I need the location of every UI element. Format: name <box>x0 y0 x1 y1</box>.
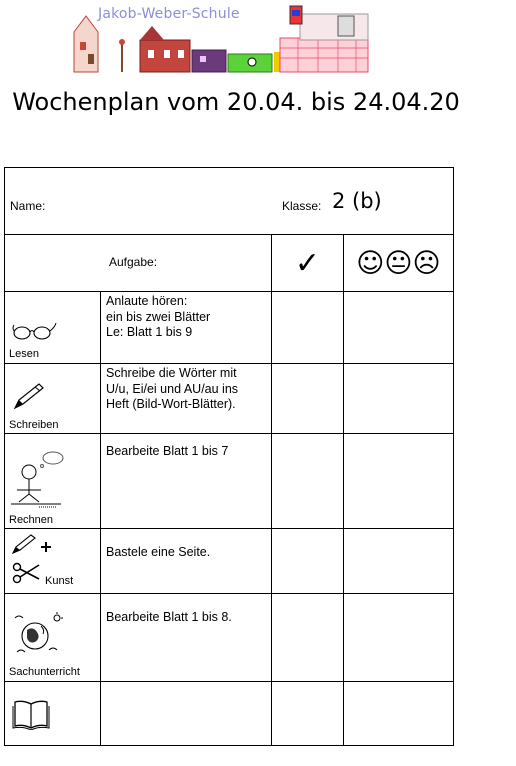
check-column-header <box>272 235 344 292</box>
table-row <box>5 594 454 682</box>
subject-label: Rechnen <box>9 514 54 526</box>
subject-label: Kunst <box>45 575 74 587</box>
rating-cell[interactable] <box>344 529 454 594</box>
task-cell <box>101 682 272 746</box>
globe-icon <box>13 612 63 658</box>
check-cell[interactable] <box>272 364 344 434</box>
school-name: Jakob-Weber-Schule <box>98 6 240 22</box>
check-cell[interactable] <box>272 594 344 682</box>
klasse-value: 2 (b) <box>332 189 382 213</box>
task-line: Bearbeite Blatt 1 bis 8. <box>106 610 232 624</box>
table-row <box>5 529 454 594</box>
aufgabe-header <box>5 235 272 292</box>
table-row <box>5 292 454 364</box>
task-line: U/u, Ei/ei und AU/au ins <box>106 381 239 396</box>
task-line: Bearbeite Blatt 1 bis 7 <box>106 444 229 458</box>
rating-cell[interactable] <box>344 682 454 746</box>
subject-label: Lesen <box>9 348 39 360</box>
table-row <box>5 364 454 434</box>
subject-label: Schreiben <box>9 419 59 431</box>
task-cell <box>101 529 272 594</box>
table-row <box>5 434 454 529</box>
task-line: Le: Blatt 1 bis 9 <box>106 325 193 339</box>
subject-label: Sachunterricht <box>9 666 80 678</box>
task-cell <box>101 292 272 364</box>
task-line: Bastele eine Seite. <box>106 545 211 559</box>
rating-cell[interactable] <box>344 364 454 434</box>
page-title: Wochenplan vom 20.04. bis 24.04.20 <box>12 88 460 116</box>
table-row <box>5 682 454 746</box>
thinking-figure-icon <box>11 450 67 510</box>
task-cell <box>101 434 272 529</box>
task-line: ein bis zwei Blätter <box>106 309 211 324</box>
task-line: Schreibe die Wörter mit <box>106 366 237 380</box>
subject-cell-book <box>5 682 101 746</box>
name-label: Name: <box>10 199 46 213</box>
klasse-label: Klasse: <box>282 199 322 213</box>
check-cell[interactable] <box>272 529 344 594</box>
rating-faces-icon: ☺😐☹ <box>356 247 441 279</box>
task-cell <box>101 594 272 682</box>
rating-cell[interactable] <box>344 292 454 364</box>
pencil-icon <box>11 382 47 412</box>
book-icon <box>11 698 51 730</box>
task-cell <box>101 364 272 434</box>
subject-cell-schreiben <box>5 364 101 434</box>
subject-cell-kunst <box>5 529 101 594</box>
check-cell[interactable] <box>272 682 344 746</box>
check-mark-icon: ✓ <box>294 246 321 280</box>
aufgabe-label: Aufgabe: <box>109 255 158 269</box>
subject-cell-lesen <box>5 292 101 364</box>
glasses-icon <box>10 320 58 342</box>
rating-cell[interactable] <box>344 594 454 682</box>
rating-cell[interactable] <box>344 434 454 529</box>
task-line: Heft (Bild-Wort-Blätter). <box>106 397 236 411</box>
task-line: Anlaute hören: <box>106 294 188 308</box>
check-cell[interactable] <box>272 434 344 529</box>
rating-column-header <box>344 235 454 292</box>
subject-cell-rechnen <box>5 434 101 529</box>
check-cell[interactable] <box>272 292 344 364</box>
subject-cell-sachunterricht <box>5 594 101 682</box>
weekly-plan-table <box>4 167 454 746</box>
name-class-row <box>5 168 454 235</box>
